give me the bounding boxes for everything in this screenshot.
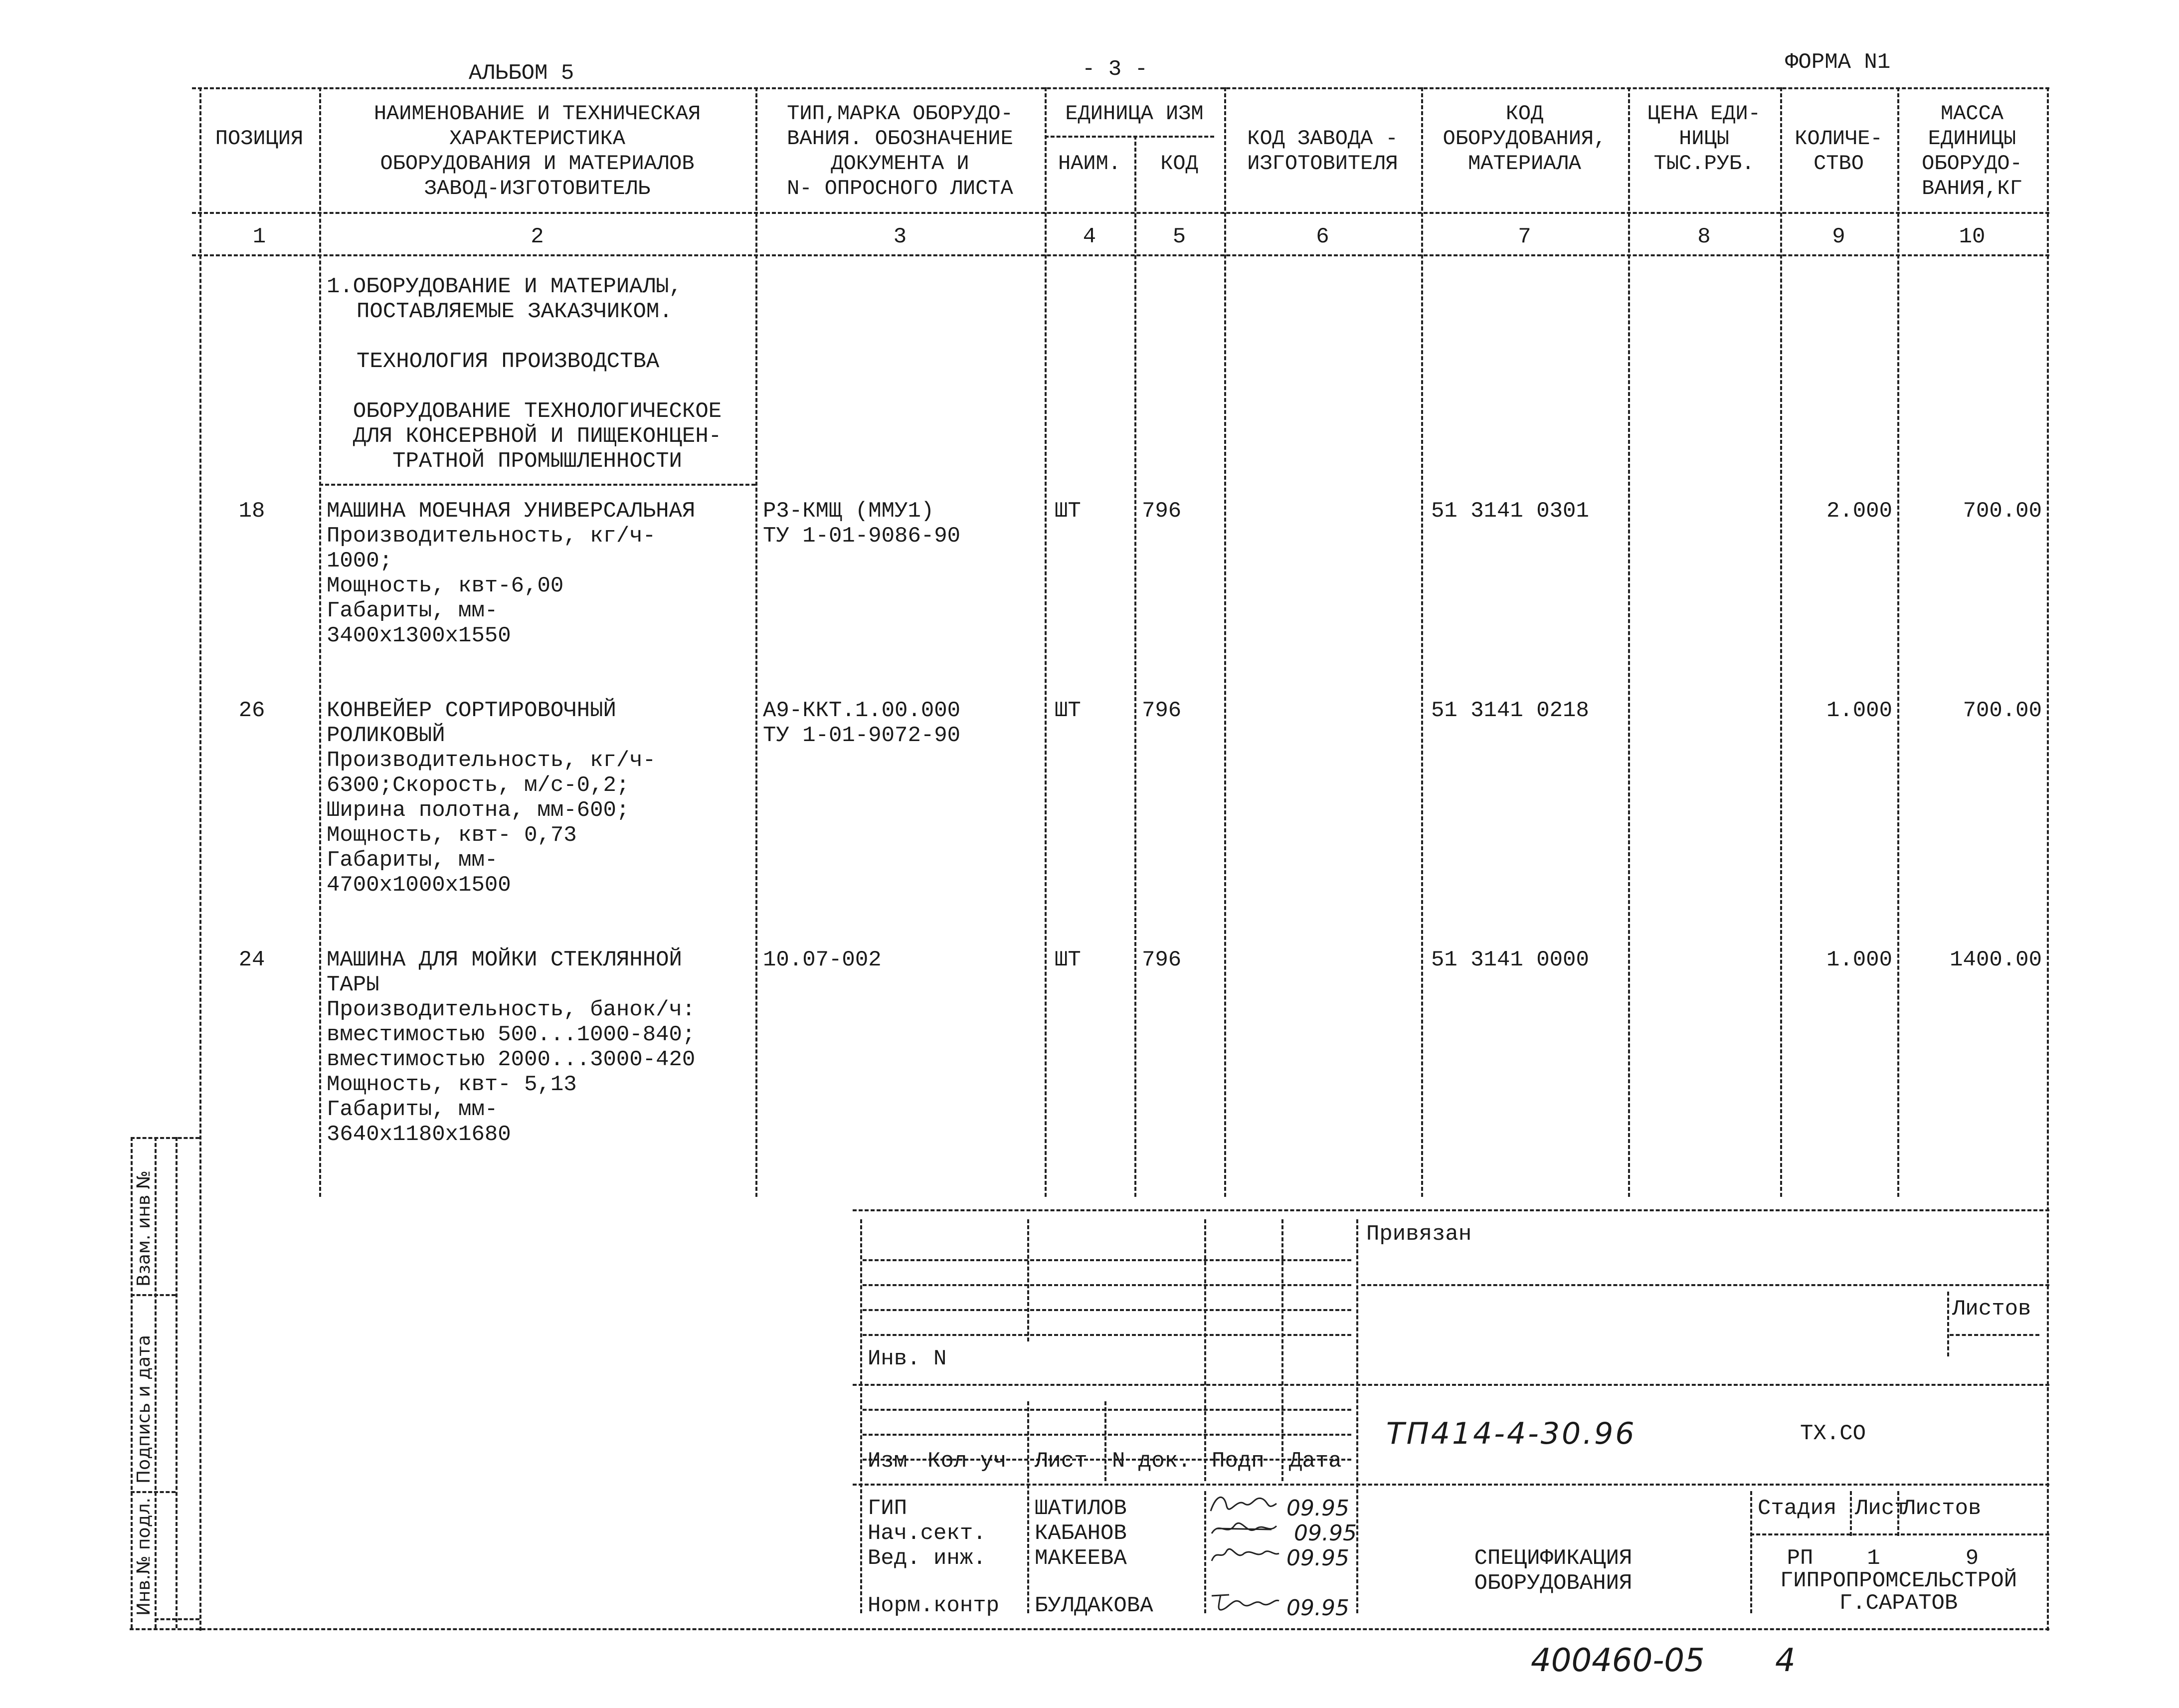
- section-title-2: ПОСТАВЛЯЕМЫЕ ЗАКАЗЧИКОМ.: [357, 299, 673, 324]
- item-24-type-1: 10.07-002: [763, 948, 882, 972]
- item-18-desc-1: МАШИНА МОЕЧНАЯ УНИВЕРСАЛЬНАЯ: [327, 499, 696, 524]
- item-26-desc-4: 6300;Скорость, м/с-0,2;: [327, 773, 630, 798]
- unit-header-divider: [1045, 136, 1214, 138]
- document-code: ТП414-4-30.96: [1386, 1416, 1636, 1451]
- stamp-line-b: [853, 1384, 2049, 1386]
- header-name-3: ОБОРУДОВАНИЯ И МАТЕРИАЛОВ: [380, 152, 695, 176]
- header-factory-1: КОД ЗАВОДА -: [1247, 127, 1398, 151]
- col-number-4: 4: [1083, 224, 1096, 249]
- item-26-type-2: ТУ 1-01-9072-90: [763, 723, 961, 748]
- section-tech: ТЕХНОЛОГИЯ ПРОИЗВОДСТВА: [357, 349, 660, 374]
- table-top-border: [192, 87, 2049, 89]
- item-24-desc-7: Габариты, мм-: [327, 1097, 498, 1122]
- page-number: - 3 -: [1082, 57, 1148, 82]
- col-kol-uch: Кол уч: [927, 1449, 1007, 1474]
- archive-page: 4: [1775, 1642, 1796, 1679]
- item-26-equip-code: 51 3141 0218: [1431, 698, 1589, 723]
- side-hline-4: [155, 1618, 199, 1620]
- header-qty-1: КОЛИЧЕ-: [1795, 127, 1883, 151]
- inv-label: Инв. N: [868, 1346, 947, 1371]
- item-24-desc-3: Производительность, банок/ч:: [327, 997, 696, 1022]
- col-line-3: [1045, 87, 1047, 1197]
- item-24-desc-1: МАШИНА ДЛЯ МОЙКИ СТЕКЛЯННОЙ: [327, 948, 682, 972]
- item-24-desc-5: вместимостью 2000...3000-420: [327, 1047, 696, 1072]
- item-26-desc-6: Мощность, квт- 0,73: [327, 823, 577, 848]
- item-26-desc-2: РОЛИКОВЫЙ: [327, 723, 445, 748]
- item-18-desc-3: 1000;: [327, 549, 393, 573]
- date-3: 09.95: [1286, 1545, 1349, 1571]
- header-mass-3: ОБОРУДО-: [1922, 152, 2022, 176]
- label-list: Лист: [1855, 1496, 1908, 1521]
- stamp-rows-5: [863, 1409, 1351, 1411]
- col-line-4: [1134, 136, 1136, 1197]
- sheet-value: 1: [1867, 1546, 1880, 1571]
- item-24-qty: 1.000: [1826, 948, 1892, 972]
- header-type-2: ВАНИЯ. ОБОЗНАЧЕНИЕ: [787, 127, 1013, 151]
- stamp-vline-5: [1281, 1219, 1283, 1481]
- col-line-1: [319, 87, 321, 1197]
- stamp-rows-3: [863, 1309, 1351, 1311]
- col-number-6: 6: [1316, 224, 1329, 249]
- item-26-desc-8: 4700х1000х1500: [327, 873, 511, 898]
- stamp-vline-4: [1204, 1219, 1206, 1481]
- sheets-value: 9: [1965, 1546, 1979, 1571]
- header-mass-1: МАССА: [1940, 102, 2004, 126]
- side-vline-2: [155, 1137, 157, 1628]
- stamp-line-a: [1361, 1284, 2049, 1286]
- col-number-10: 10: [1959, 224, 1986, 249]
- stamp-vline-2b: [1027, 1401, 1029, 1613]
- col-number-5: 5: [1172, 224, 1186, 249]
- person-makeeva: МАКЕЕВА: [1035, 1546, 1127, 1571]
- person-buldakova: БУЛДАКОВА: [1035, 1593, 1153, 1618]
- stamp-vline-1: [860, 1219, 862, 1613]
- item-18-qty: 2.000: [1826, 499, 1892, 524]
- col-number-2: 2: [531, 224, 544, 249]
- col-podp: Подп: [1212, 1449, 1265, 1474]
- role-gip: ГИП: [868, 1496, 908, 1521]
- col-line-10: [2047, 87, 2049, 1631]
- item-18-unit: ШТ: [1055, 499, 1081, 524]
- listov-vline: [1947, 1292, 1949, 1356]
- side-hline-3: [131, 1491, 176, 1493]
- group-title-3: ТРАТНОЙ ПРОМЫШЛЕННОСТИ: [392, 449, 682, 474]
- stamp-vline-8: [1850, 1491, 1852, 1536]
- header-name-4: ЗАВОД-ИЗГОТОВИТЕЛЬ: [424, 177, 651, 200]
- col-number-3: 3: [893, 224, 907, 249]
- listov-label: Листов: [1952, 1297, 2031, 1322]
- person-shatilov: ШАТИЛОВ: [1035, 1496, 1127, 1521]
- header-unit-code: КОД: [1160, 152, 1198, 176]
- col-line-0: [199, 87, 201, 1631]
- item-24-mass: 1400.00: [1950, 948, 2042, 972]
- item-26-code: 796: [1142, 698, 1182, 723]
- side-vline-1: [131, 1137, 133, 1628]
- stamp-line-d: [1750, 1533, 2049, 1535]
- stamp-line-c: [853, 1484, 2049, 1486]
- header-equip-code-3: МАТЕРИАЛА: [1468, 152, 1581, 176]
- col-number-8: 8: [1697, 224, 1711, 249]
- side-hline-1: [131, 1137, 199, 1139]
- section-title-1: 1.ОБОРУДОВАНИЕ И МАТЕРИАЛЫ,: [327, 274, 682, 299]
- header-mass-2: ЕДИНИЦЫ: [1928, 127, 2016, 151]
- header-unit-name: НАИМ.: [1058, 152, 1121, 176]
- item-18-type-1: Р3-КМЩ (ММУ1): [763, 499, 934, 524]
- col-line-9: [1897, 87, 1899, 1197]
- item-26-desc-1: КОНВЕЙЕР СОРТИРОВОЧНЫЙ: [327, 698, 616, 723]
- header-qty-2: СТВО: [1814, 152, 1864, 176]
- col-n-dok: N док.: [1112, 1449, 1191, 1474]
- header-bottom-border: [192, 212, 2049, 214]
- item-26-qty: 1.000: [1826, 698, 1892, 723]
- stamp-top-border: [853, 1209, 2049, 1211]
- listov-underline: [1950, 1334, 2039, 1336]
- stamp-vline-2: [1027, 1219, 1029, 1341]
- col-data: Дата: [1289, 1449, 1342, 1474]
- role-nach-sekt: Нач.сект.: [868, 1521, 986, 1546]
- col-line-5: [1224, 87, 1226, 1197]
- col-number-9: 9: [1832, 224, 1845, 249]
- item-26-position: 26: [238, 698, 265, 723]
- group-title-2: ДЛЯ КОНСЕРВНОЙ И ПИЩЕКОНЦЕН-: [353, 424, 722, 449]
- item-18-equip-code: 51 3141 0301: [1431, 499, 1589, 524]
- album-label: АЛЬБОМ 5: [469, 61, 574, 86]
- item-18-mass: 700.00: [1963, 499, 2042, 524]
- archive-number: 400460-05: [1531, 1642, 1705, 1679]
- col-list: Лист: [1035, 1449, 1088, 1474]
- item-26-desc-7: Габариты, мм-: [327, 848, 498, 873]
- item-18-desc-5: Габариты, мм-: [327, 598, 498, 623]
- item-18-type-2: ТУ 1-01-9086-90: [763, 524, 961, 549]
- document-suffix: ТХ.СО: [1800, 1421, 1866, 1446]
- item-26-type-1: А9-ККТ.1.00.000: [763, 698, 961, 723]
- item-24-desc-2: ТАРЫ: [327, 972, 379, 997]
- date-1: 09.95: [1286, 1496, 1349, 1521]
- col-line-6: [1421, 87, 1423, 1197]
- header-name-1: НАИМЕНОВАНИЕ И ТЕХНИЧЕСКАЯ: [373, 102, 701, 126]
- item-18-desc-4: Мощность, квт-6,00: [327, 573, 564, 598]
- item-24-code: 796: [1142, 948, 1182, 972]
- item-24-desc-6: Мощность, квт- 5,13: [327, 1072, 577, 1097]
- stamp-rows-6: [863, 1434, 1351, 1436]
- role-norm-kontr: Норм.контр: [868, 1593, 1000, 1618]
- date-4: 09.95: [1286, 1595, 1349, 1621]
- side-vzam-inv: Взам. инв №: [134, 1170, 154, 1287]
- header-type-1: ТИП,МАРКА ОБОРУДО-: [787, 102, 1013, 126]
- group-title-1: ОБОРУДОВАНИЕ ТЕХНОЛОГИЧЕСКОЕ: [353, 399, 722, 424]
- person-kabanov: КАБАНОВ: [1035, 1521, 1127, 1546]
- item-18-code: 796: [1142, 499, 1182, 524]
- org-city: Г.САРАТОВ: [1839, 1591, 1958, 1616]
- item-18-desc-6: 3400х1300х1550: [327, 623, 511, 648]
- stamp-rows-4: [863, 1334, 1351, 1336]
- stamp-rows-2: [863, 1284, 1351, 1286]
- side-vline-3: [176, 1137, 178, 1628]
- item-24-desc-4: вместимостью 500...1000-840;: [327, 1022, 696, 1047]
- label-stadiya: Стадия: [1758, 1496, 1837, 1521]
- col-izm: Изм: [868, 1449, 908, 1474]
- item-24-unit: ШТ: [1055, 948, 1081, 972]
- stamp-rows-1: [863, 1259, 1351, 1261]
- col-line-8: [1780, 87, 1782, 1197]
- col-line-7: [1628, 87, 1630, 1197]
- signature-3: [1207, 1538, 1281, 1568]
- item-24-position: 24: [238, 948, 265, 972]
- col-line-2: [755, 87, 757, 1197]
- header-price-2: НИЦЫ: [1679, 127, 1729, 151]
- header-equip-code-2: ОБОРУДОВАНИЯ,: [1443, 127, 1607, 151]
- item-26-unit: ШТ: [1055, 698, 1081, 723]
- header-position: ПОЗИЦИЯ: [215, 127, 304, 151]
- col-number-1: 1: [252, 224, 266, 249]
- signature-4: [1207, 1586, 1281, 1616]
- stage-value: РП: [1787, 1546, 1814, 1571]
- item-18-position: 18: [238, 499, 265, 524]
- role-ved-inzh: Вед. инж.: [868, 1546, 986, 1571]
- header-name-2: ХАРАКТЕРИСТИКА: [449, 127, 625, 151]
- item-26-desc-5: Ширина полотна, мм-600;: [327, 798, 630, 823]
- stamp-title-2: ОБОРУДОВАНИЯ: [1474, 1571, 1633, 1596]
- stamp-vline-3: [1104, 1401, 1106, 1481]
- label-listov: Листов: [1902, 1496, 1982, 1521]
- side-podpis-data: Подпись и дата: [134, 1334, 154, 1484]
- header-mass-4: ВАНИЯ,КГ: [1922, 177, 2022, 200]
- item-24-equip-code: 51 3141 0000: [1431, 948, 1589, 972]
- group-underline: [319, 484, 755, 486]
- org-name: ГИПРОПРОМСЕЛЬСТРОЙ: [1780, 1568, 2017, 1593]
- numbers-bottom-border: [192, 254, 2049, 256]
- header-type-3: ДОКУМЕНТА И: [831, 152, 969, 176]
- privyazan-label: Привязан: [1366, 1222, 1472, 1247]
- item-18-desc-2: Производительность, кг/ч-: [327, 524, 656, 549]
- stamp-vline-4b: [1204, 1491, 1206, 1613]
- side-inv-podl: Инв.№ подл.: [134, 1498, 154, 1616]
- date-2: 09.95: [1294, 1520, 1357, 1546]
- stamp-title-1: СПЕЦИФИКАЦИЯ: [1474, 1546, 1633, 1571]
- header-price-1: ЦЕНА ЕДИ-: [1647, 102, 1761, 126]
- item-26-desc-3: Производительность, кг/ч-: [327, 748, 656, 773]
- item-24-desc-8: 3640х1180х1680: [327, 1122, 511, 1147]
- header-equip-code-1: КОД: [1505, 102, 1544, 126]
- sheet-bottom-border: [130, 1628, 2049, 1630]
- header-unit-title: ЕДИНИЦА ИЗМ: [1065, 102, 1204, 126]
- header-factory-2: ИЗГОТОВИТЕЛЯ: [1247, 152, 1398, 176]
- item-26-mass: 700.00: [1963, 698, 2042, 723]
- col-number-7: 7: [1518, 224, 1531, 249]
- side-hline-2: [131, 1294, 176, 1296]
- header-type-4: N- ОПРОСНОГО ЛИСТА: [787, 177, 1013, 200]
- header-price-3: ТЫС.РУБ.: [1653, 152, 1755, 176]
- form-label: ФОРМА N1: [1785, 50, 1891, 75]
